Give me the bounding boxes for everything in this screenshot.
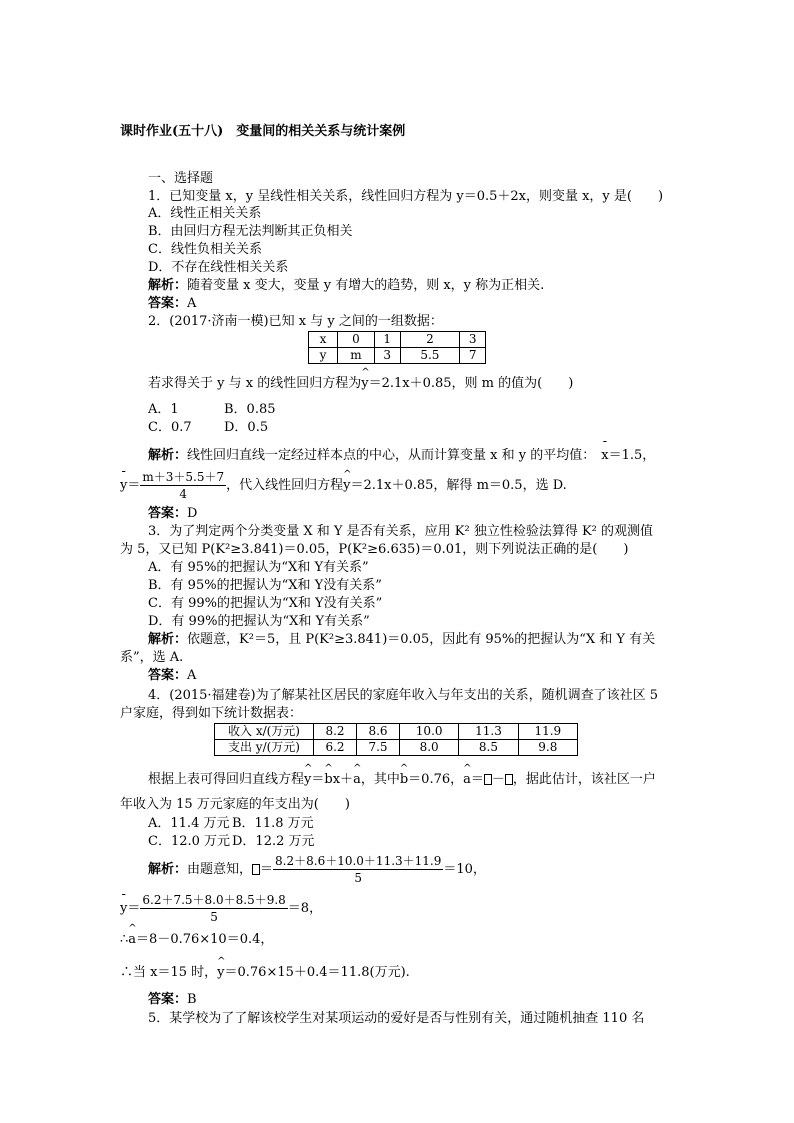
text: ＝ [311,772,325,787]
q4-option-d: D．12.2 万元 [232,834,315,849]
y-hat: ^ y [304,771,311,789]
q3-option-c: C．有 99%的把握认为“X和 Y没有关系” [148,596,383,611]
table-row [309,348,486,364]
analysis-label: 解析： [148,448,188,463]
q2-option-a: A．1 [148,402,179,417]
y-hat: ^ y [217,964,224,982]
table-cell: 8.0 [400,740,459,756]
q2-answer [148,505,197,523]
answer-value: D [187,506,198,521]
text: － [491,772,505,787]
q4-answer [148,991,197,1009]
table-cell: 2 [400,332,460,348]
table-cell: 5.5 [400,348,460,364]
table-cell: 11.9 [518,724,577,740]
q3-option-a: A．有 95%的把握认为“X和 Y有关系” [148,560,369,575]
table-cell: 支出 y/(万元) [215,740,314,756]
section-heading: 一、选择题 [148,171,214,186]
table-cell: 9.8 [518,740,577,756]
q1-option-c: C．线性负相关关系 [148,242,262,257]
text: ∴ [120,932,129,947]
q4-analysis-line4 [120,964,410,982]
missing-glyph-icon [484,774,492,785]
text: ＝8， [287,901,323,916]
b-hat: ^ b [324,771,332,789]
table-cell: 8.2 [314,724,357,740]
q2-options-row2 [148,419,268,437]
table-cell: 收入 x/(万元) [215,724,314,740]
q4-options-row2 [148,833,315,851]
text: 由题意知， [187,862,253,877]
answer-label: 答案： [148,506,188,521]
q3-answer [148,667,196,685]
q2-analysis-line1 [148,447,655,465]
missing-glyph-icon [505,774,513,785]
answer-value: A [187,668,197,683]
fraction [140,469,226,502]
fraction-numerator: m＋3＋5.5＋7 [142,470,225,484]
a-hat: ^ a [353,771,361,789]
text: ＝8－0.76×10＝0.4， [136,932,274,947]
fraction [273,853,443,886]
text: ＝ [127,478,141,493]
q4-analysis-line2 [120,892,322,925]
analysis-text: 依题意，K²＝5，且 P(K²≥3.841)＝0.05，因此有 95%的把握认为“X 和 Y 有关 [187,632,656,647]
text: ＝ [470,772,484,787]
fraction-numerator: 8.2＋8.6＋10.0＋11.3＋11.9 [275,854,442,868]
q2-analysis-line2 [120,469,567,502]
table-cell: 7 [460,348,486,364]
fraction-denominator: 5 [210,910,218,924]
q4-options-row1 [148,815,314,833]
y-hat: ^ y [343,477,350,495]
y-hat: ^ y [361,375,368,393]
table-cell: 3 [374,348,400,364]
text: ＝0.76×15＋0.4＝11.8(万元). [224,965,410,980]
text: 若求得关于 y 与 x 的线性回归方程为 [148,376,362,391]
q4-analysis-line3 [120,931,273,949]
text: x＋ [332,772,354,787]
q3-stem-line1: 3．为了判定两个分类变量 X 和 Y 是否有关系，应用 K² 独立性检验法算得 K² 的观测值 [148,524,654,539]
table-row [215,740,578,756]
text: ＝10， [443,862,486,877]
analysis-label: 解析： [148,632,188,647]
q2-stem: 2．(2017·济南一模)已知 x 与 y 之间的一组数据： [148,314,443,329]
table-cell: 8.6 [357,724,400,740]
q2-option-c: C．0.7 [148,420,192,435]
missing-glyph-icon [252,864,260,875]
table-cell: 0 [338,332,375,348]
text: ＝0.76， [408,772,464,787]
fraction-numerator: 6.2＋7.5＋8.0＋8.5＋9.8 [142,893,286,907]
q4-option-b: B．11.8 万元 [232,816,314,831]
q2-continuation [148,375,573,393]
table-cell: 6.2 [314,740,357,756]
text: ＝1.5， [608,448,656,463]
q1-option-d: D．不存在线性相关关系 [148,260,289,275]
q1-analysis [148,277,544,295]
a-hat: ^ a [463,771,471,789]
q3-analysis-line1 [148,631,655,649]
q4-stem-line2: 户家庭，得到如下统计数据表： [120,706,303,721]
table-cell: 1 [374,332,400,348]
answer-label: 答案： [148,992,188,1007]
table-cell: 8.5 [459,740,518,756]
text: ＝2.1x＋0.85，则 m 的值为( ) [368,376,574,391]
answer-label: 答案： [148,668,188,683]
text: ，其中 [360,772,400,787]
q4-option-a: A．11.4 万元 [148,816,230,831]
answer-label: 答案： [148,296,188,311]
table-cell: m [338,348,375,364]
q2-data-table [308,331,486,364]
y-bar: - y [120,477,127,495]
q2-option-d: D．0.5 [224,420,269,435]
q3-analysis-line2: 系”，选 A. [120,650,184,665]
q1-option-a: A．线性正相关关系 [148,206,262,221]
text: ，代入线性回归方程 [226,478,344,493]
page-title: 课时作业(五十八) 变量间的相关关系与统计案例 [120,124,406,139]
q1-answer [148,295,196,313]
table-cell: y [309,348,338,364]
q5-stem: 5．某学校为了了解该校学生对某项运动的爱好是否与性别有关，通过随机抽查 110 名 [148,1011,645,1026]
analysis-text: 线性回归直线一定经过样本点的中心，从而计算变量 x 和 y 的平均值： [187,448,596,463]
table-cell: 3 [460,332,486,348]
table-row [215,724,578,740]
y-bar: - y [120,900,127,918]
table-cell: 11.3 [459,724,518,740]
fraction [140,892,287,925]
q3-stem-line2: 为 5，又已知 P(K²≥3.841)＝0.05，P(K²≥6.635)＝0.01，则下列说法正确的是( ) [120,542,629,557]
text: ∴当 x＝15 时， [120,965,218,980]
fraction-denominator: 5 [354,871,363,885]
table-row [309,332,486,348]
q2-options-row1 [148,401,276,419]
analysis-text: 随着变量 x 变大，变量 y 有增大的趋势，则 x，y 称为正相关. [187,278,545,293]
q4-analysis-line1 [148,853,486,886]
text: ＝ [260,862,274,877]
text: ，据此估计，该社区一户 [512,772,656,787]
a-hat: ^ a [128,931,136,949]
table-cell: 7.5 [357,740,400,756]
analysis-label: 解析： [148,278,188,293]
table-cell: x [309,332,338,348]
answer-value: A [187,296,197,311]
q3-option-b: B．有 95%的把握认为“X和 Y没有关系” [148,578,382,593]
text: 根据上表可得回归直线方程 [148,772,305,787]
b-hat: ^ b [400,771,408,789]
answer-value: B [187,992,197,1007]
text: ＝ [127,901,141,916]
text: ＝2.1x＋0.85，解得 m＝0.5，选 D. [350,478,567,493]
q4-continuation-line1 [148,771,656,789]
fraction-denominator: 4 [179,487,188,501]
q3-option-d: D．有 99%的把握认为“X和 Y有关系” [148,614,370,629]
table-cell: 10.0 [400,724,459,740]
x-bar: - x [601,447,608,465]
q2-option-b: B．0.85 [224,402,276,417]
q1-option-b: B．由回归方程无法判断其正负相关 [148,224,353,239]
q4-data-table [214,723,578,756]
q4-stem-line1: 4．(2015·福建卷)为了解某社区居民的家庭年收入与年支出的关系，随机调查了该社区 5 [148,688,659,703]
analysis-label: 解析： [148,862,188,877]
q4-continuation-line2: 年收入为 15 万元家庭的年支出为( ) [120,797,350,812]
q1-stem: 1．已知变量 x，y 呈线性相关关系，线性回归方程为 y＝0.5＋2x，则变量 x，y 是( ) [148,189,664,204]
q4-option-c: C．12.0 万元 [148,834,231,849]
